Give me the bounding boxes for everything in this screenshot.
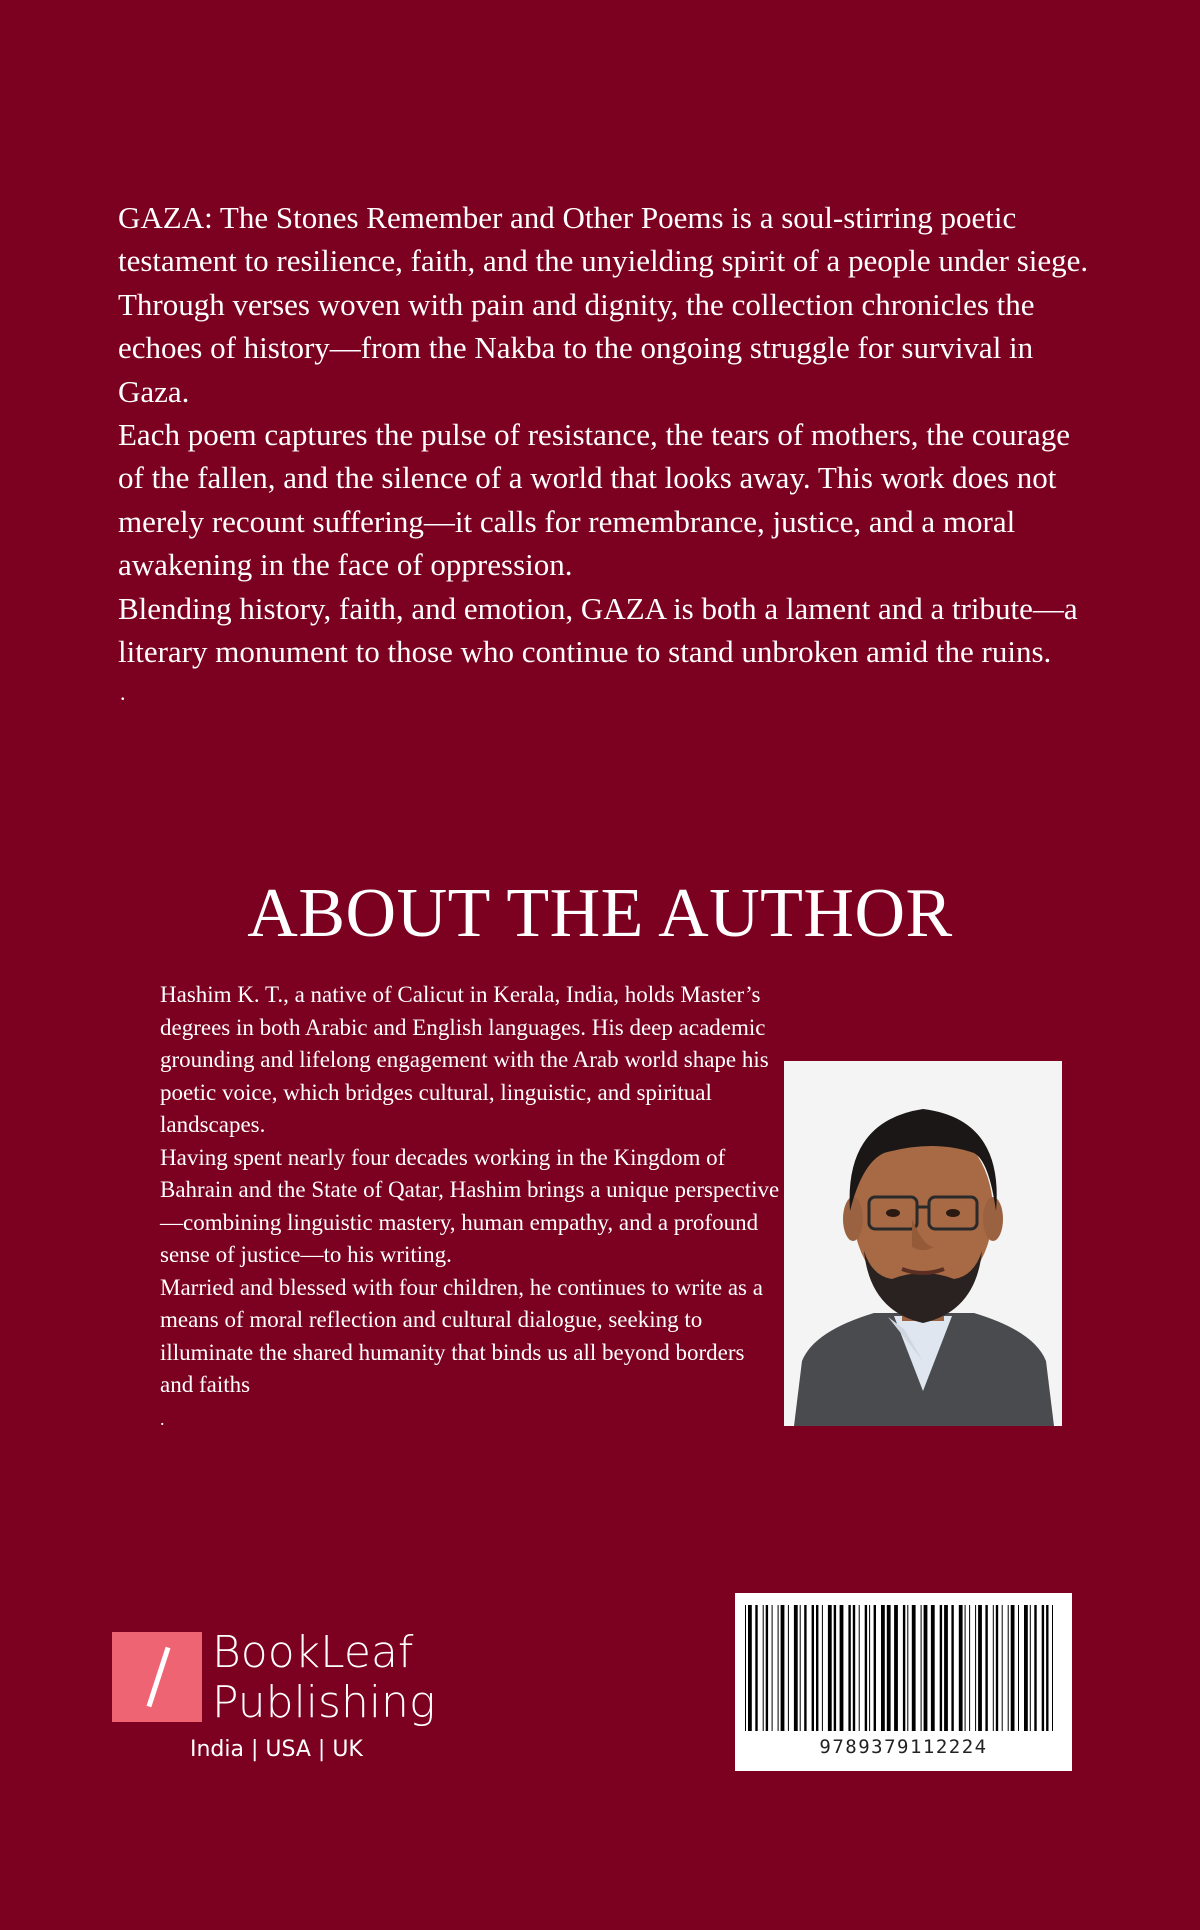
bio-trailing-mark: .	[160, 1408, 165, 1429]
barcode-bar	[1034, 1605, 1036, 1731]
barcode-bar	[859, 1605, 860, 1731]
barcode-bar	[903, 1605, 905, 1731]
publisher-logo	[112, 1628, 472, 1778]
barcode-bar	[874, 1605, 876, 1731]
barcode-bar	[766, 1605, 768, 1731]
barcode-bar	[1018, 1605, 1019, 1731]
barcode-bar	[828, 1605, 832, 1731]
barcode-bar	[800, 1605, 801, 1731]
barcode-bar	[985, 1605, 987, 1731]
about-author-heading: ABOUT THE AUTHOR	[247, 875, 953, 952]
barcode-bar	[1042, 1605, 1044, 1731]
barcode-bar	[816, 1605, 818, 1731]
author-portrait-illustration	[784, 1061, 1062, 1426]
barcode-bar	[778, 1605, 779, 1731]
barcode-bar	[853, 1605, 855, 1731]
barcode-bar	[951, 1605, 953, 1731]
barcode-bar	[834, 1605, 836, 1731]
publisher-logo-mark	[112, 1632, 202, 1722]
barcode-bar	[1046, 1605, 1048, 1731]
barcode-bar	[975, 1605, 976, 1731]
barcode-bar	[1002, 1605, 1003, 1731]
barcode-bar	[940, 1605, 942, 1731]
barcode-bar	[978, 1605, 982, 1731]
isbn-barcode	[735, 1593, 1072, 1771]
barcode-bar	[812, 1605, 814, 1731]
barcode-bar	[1008, 1605, 1009, 1731]
description-paragraph-1: GAZA: The Stones Remember and Other Poems is a soul-stirring poetic testament to resilience, faith, and the unyielding spirit of a people under siege. Through verses woven with pain and dignity, the collection chronicles the echoes of history—from the Nakba to the ongoing struggle for survival in Gaza.	[118, 200, 1089, 409]
barcode-bar	[912, 1605, 916, 1731]
barcode-bar	[788, 1605, 789, 1731]
barcode-bar	[840, 1605, 844, 1731]
barcode-bar	[1011, 1605, 1015, 1731]
barcode-bar	[745, 1605, 746, 1731]
barcode-bar	[794, 1605, 798, 1731]
book-description	[118, 196, 1098, 713]
barcode-bar	[763, 1605, 764, 1731]
barcode-bar	[822, 1605, 823, 1731]
publisher-name-line-2: Publishing	[212, 1677, 436, 1728]
barcode-bar	[1030, 1605, 1031, 1731]
description-paragraph-2: Each poem captures the pulse of resistance, the tears of mothers, the courage of the fallen, and the silence of a world that looks away. This work does not merely recount suffering—it calls for remembrance, justice, and a moral awakening in the face of oppression.	[118, 417, 1071, 583]
bio-paragraph-1: Hashim K. T., a native of Calicut in Kerala, India, holds Master’s degrees in both Arabic and English languages. His deep academic grounding and lifelong engagement with the Arab world shape his poetic voice, which bridges cultural, linguistic, and spiritual landscapes.	[160, 982, 769, 1137]
barcode-bar	[907, 1605, 908, 1731]
description-trailing-mark: .	[120, 680, 126, 706]
barcode-bar	[924, 1605, 928, 1731]
barcode-bar	[1024, 1605, 1028, 1731]
barcode-bar	[865, 1605, 867, 1731]
barcode-bar	[869, 1605, 870, 1731]
bio-paragraph-3: Married and blessed with four children, he continues to write as a means of moral reflection and cultural dialogue, seeking to illuminate the shared humanity that binds us all beyond borders and faiths	[160, 1274, 763, 1397]
barcode-bar	[959, 1605, 963, 1731]
barcode-bar	[887, 1605, 891, 1731]
description-paragraph-3: Blending history, faith, and emotion, GAZA is both a lament and a tribute—a literary monument to those who continue to stand unbroken amid the ruins.	[118, 590, 1078, 670]
author-photo	[784, 1061, 1062, 1426]
barcode-bar	[1052, 1605, 1053, 1731]
barcode-bar	[748, 1605, 752, 1731]
barcode-bar	[894, 1605, 898, 1731]
barcode-bar	[804, 1605, 806, 1731]
author-bio	[160, 979, 780, 1436]
barcode-bar	[772, 1605, 773, 1731]
publisher-countries: India | USA | UK	[190, 1737, 363, 1762]
slash-icon	[147, 1647, 171, 1708]
barcode-bar	[921, 1605, 922, 1731]
barcode-bar	[944, 1605, 948, 1731]
barcode-bar	[969, 1605, 970, 1731]
publisher-name-line-1: BookLeaf	[212, 1627, 414, 1678]
barcode-bar	[755, 1605, 757, 1731]
barcode-bar	[993, 1605, 994, 1731]
barcode-bar	[781, 1605, 785, 1731]
publisher-name	[212, 1628, 472, 1728]
barcode-bar	[848, 1605, 850, 1731]
barcode-bar	[881, 1605, 885, 1731]
isbn-number: 9789379112224	[819, 1736, 988, 1758]
barcode-bar	[996, 1605, 998, 1731]
barcode-bar	[931, 1605, 935, 1731]
barcode-bar	[965, 1605, 966, 1731]
bio-paragraph-2: Having spent nearly four decades working in the Kingdom of Bahrain and the State of Qatar, Hashim brings a unique perspective—combining linguistic mastery, human empathy, and a profound sense of justice—to his writing.	[160, 1144, 780, 1267]
